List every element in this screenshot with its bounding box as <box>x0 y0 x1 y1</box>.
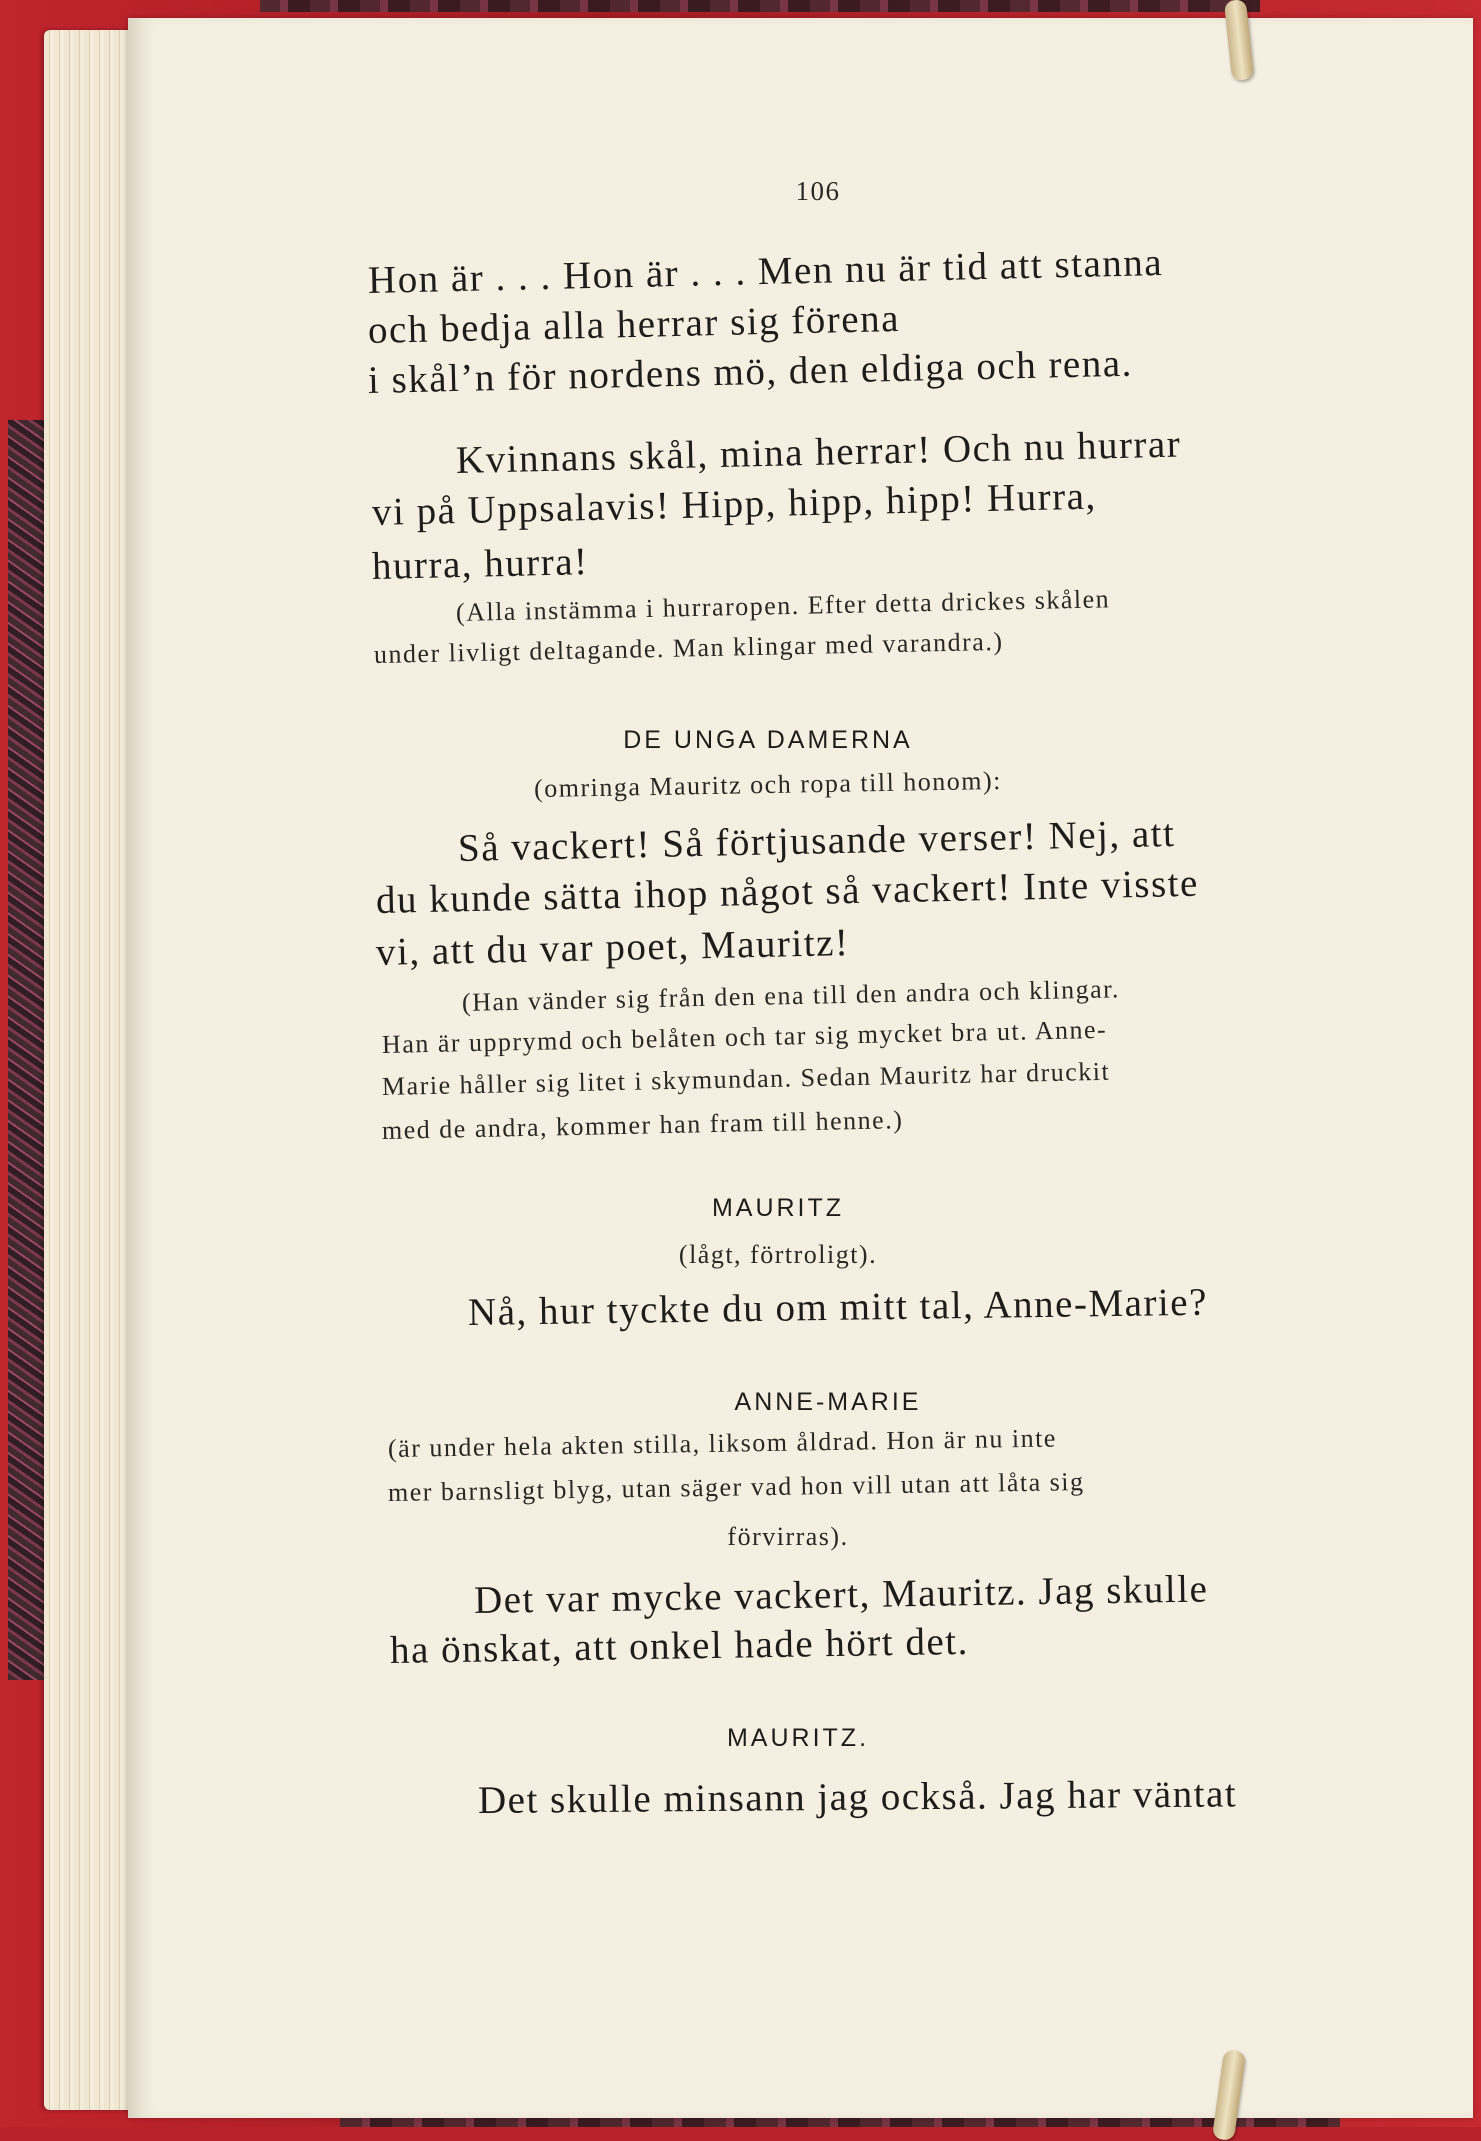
stage-direction-line: (är under hela akten stilla, liksom åldrad. Hon är nu inte <box>387 1423 1058 1463</box>
stage-direction-line: (Alla instämma i hurraropen. Efter detta drickes skålen <box>455 584 1111 627</box>
body-line: Så vackert! Så förtjusande verser! Nej, att <box>457 811 1176 870</box>
speaker-name: MAURITZ <box>711 1194 845 1222</box>
stage-direction-line: under livligt deltagande. Man klingar med varandra.) <box>373 626 1004 669</box>
stage-direction-line: Marie håller sig litet i skymundan. Sedan Mauritz har druckit <box>381 1056 1111 1101</box>
stage-direction-line: med de andra, kommer han fram till henne.) <box>381 1105 904 1145</box>
page-number: 106 <box>795 176 841 206</box>
speaker-name: ANNE-MARIE <box>734 1388 922 1416</box>
stage-direction: (omringa Mauritz och ropa till honom): <box>533 765 1003 804</box>
body-line: vi, att du var poet, Mauritz! <box>375 921 850 974</box>
verse-line: Hon är . . . Hon är . . . Men nu är tid att stanna <box>367 240 1164 302</box>
body-line: hurra, hurra! <box>371 540 589 588</box>
stage-direction-line: mer barnsligt blyg, utan säger vad hon vill utan att låta sig <box>387 1467 1085 1507</box>
body-line: vi på Uppsalavis! Hipp, hipp, hipp! Hurra, <box>371 474 1098 534</box>
body-line: Det var mycke vackert, Mauritz. Jag skulle <box>473 1567 1209 1622</box>
verse-line: i skål’n för nordens mö, den eldiga och rena. <box>367 341 1134 402</box>
stage-direction-line: Han är upprymd och belåten och tar sig mycket bra ut. Anne- <box>381 1014 1108 1059</box>
verse-line: och bedja alla herrar sig förena <box>367 296 901 352</box>
body-line: Det skulle minsann jag också. Jag har väntat <box>477 1772 1238 1822</box>
body-line: Nå, hur tyckte du om mitt tal, Anne-Marie? <box>467 1280 1209 1334</box>
stage-direction: (lågt, förtroligt). <box>678 1240 878 1269</box>
speaker-name: DE UNGA DAMERNA <box>623 726 913 754</box>
body-line: ha önskat, att onkel hade hört det. <box>389 1619 970 1672</box>
speaker-name: MAURITZ. <box>726 1724 870 1752</box>
body-line: du kunde sätta ihop något så vackert! Inte visste <box>375 861 1200 922</box>
book-page <box>128 18 1473 2118</box>
body-line: Kvinnans skål, mina herrar! Och nu hurrar <box>455 422 1182 482</box>
stage-direction-line: förvirras). <box>727 1522 849 1551</box>
stage-direction-line: (Han vänder sig från den ena till den andra och klingar. <box>461 974 1121 1017</box>
marbled-edge-top <box>260 0 1260 12</box>
